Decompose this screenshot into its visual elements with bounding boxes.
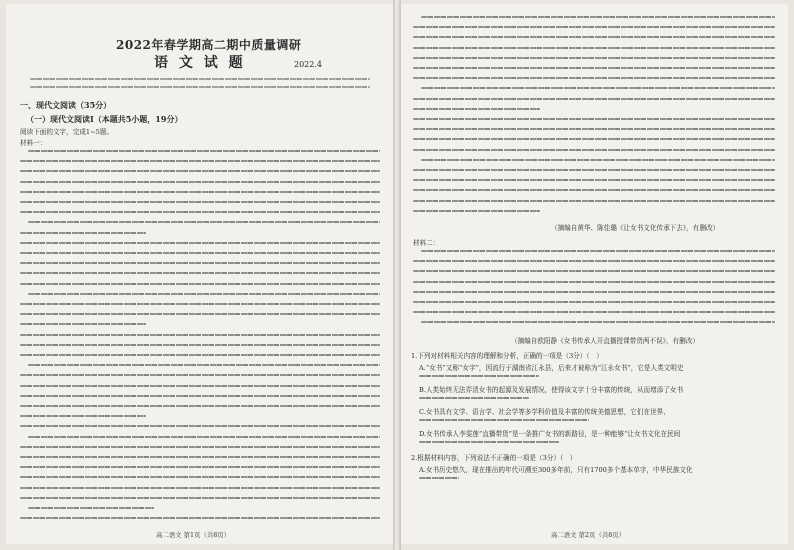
- text-line: [413, 108, 540, 110]
- text-line: [20, 313, 380, 315]
- exam-page-2: [401, 4, 788, 544]
- source-citation: （摘编自欧阳静《女书传承人开直播授课带货两不误》，有删改）: [511, 337, 699, 345]
- text-line: [20, 303, 380, 305]
- text-line: [421, 250, 775, 252]
- text-line: [413, 138, 775, 140]
- text-line: [20, 466, 380, 468]
- text-line: [20, 323, 146, 325]
- text-line: [28, 436, 380, 438]
- text-line: [28, 221, 380, 223]
- text-line: [20, 517, 380, 519]
- text-line: [28, 150, 380, 152]
- text-line: [413, 179, 775, 181]
- text-line: [28, 507, 154, 509]
- text-line: [20, 191, 380, 193]
- text-line: [20, 283, 380, 285]
- exam-title: 2022年春学期高二期中质量调研: [116, 38, 302, 52]
- text-line: [20, 232, 146, 234]
- section-heading: 一、现代文阅读（35分）: [20, 100, 112, 110]
- text-line: [413, 281, 775, 283]
- page-footer: 高二语文 第1页（共8页）: [156, 531, 231, 539]
- question-1-option-d-text: [419, 441, 559, 443]
- text-line: [421, 16, 775, 18]
- text-line: [20, 446, 380, 448]
- text-line: [421, 321, 775, 323]
- text-line: [413, 67, 775, 69]
- text-line: [20, 487, 380, 489]
- text-line: [20, 354, 380, 356]
- text-line: [413, 26, 775, 28]
- text-line: [413, 57, 775, 59]
- note-line: [30, 86, 370, 88]
- text-line: [20, 211, 380, 213]
- text-line: [28, 364, 380, 366]
- material-label: 材料二：: [413, 239, 440, 247]
- question-2: 2.根据材料内容，下列说法不正确的一项是（3分）（ ）: [411, 454, 577, 462]
- question-1: 1.下列对材料相关内容的理解和分析，正确的一项是（3分）（ ）: [411, 352, 603, 360]
- text-line: [413, 98, 775, 100]
- text-line: [413, 36, 775, 38]
- question-1-option-b: B.人类始终无法弄清女书的起源及发展情况，使得该文字十分丰富的传统，从而增添了女书: [419, 386, 684, 394]
- text-line: [20, 262, 380, 264]
- note-line: [30, 78, 370, 80]
- material-label: 材料一：: [20, 139, 47, 147]
- question-1-option-c-text: [419, 419, 589, 421]
- text-line: [20, 170, 380, 172]
- text-line: [20, 201, 380, 203]
- text-line: [413, 210, 540, 212]
- text-line: [20, 160, 380, 162]
- text-line: [413, 301, 775, 303]
- text-line: [413, 260, 775, 262]
- text-line: [20, 456, 380, 458]
- text-line: [20, 272, 380, 274]
- text-line: [413, 189, 775, 191]
- text-line: [20, 395, 380, 397]
- text-line: [421, 87, 775, 89]
- question-1-option-d: D.女书传承人李雯莲“直播带货”是一条推广女书的新路径，是一种能够“让女书文化在民间: [419, 430, 681, 438]
- text-line: [413, 47, 775, 49]
- text-line: [20, 252, 380, 254]
- question-2-option-a: A.女书历史悠久，现在推出的年代可溯至300多年前，只有1700多个基本单字，中华民族文化: [419, 466, 693, 474]
- text-line: [20, 334, 380, 336]
- text-line: [413, 291, 775, 293]
- text-line: [28, 293, 380, 295]
- subsection-heading: （一）现代文阅读Ⅰ（本题共5小题，19分）: [26, 114, 183, 124]
- text-line: [20, 497, 380, 499]
- text-line: [20, 374, 380, 376]
- question-1-option-a-text: [419, 375, 539, 377]
- exam-date: 2022.4: [294, 60, 322, 69]
- text-line: [20, 344, 380, 346]
- text-line: [413, 169, 775, 171]
- text-line: [20, 405, 380, 407]
- text-line: [20, 242, 380, 244]
- text-line: [20, 476, 380, 478]
- text-line: [413, 149, 775, 151]
- text-line: [413, 270, 775, 272]
- text-line: [413, 311, 775, 313]
- text-line: [413, 77, 775, 79]
- text-line: [20, 385, 380, 387]
- text-line: [413, 128, 775, 130]
- text-line: [413, 200, 775, 202]
- exam-subtitle: 语 文 试 题: [154, 55, 246, 71]
- text-line: [20, 181, 380, 183]
- page-footer: 高二语文 第2页（共8页）: [551, 531, 626, 539]
- reading-instruction: 阅读下面的文字，完成1~5题。: [20, 128, 114, 136]
- question-1-option-c: C.女书具有文学、语言学、社会学等多学科价值及丰富的传统美德思想，它们在世界、: [419, 408, 670, 416]
- text-line: [20, 425, 380, 427]
- question-1-option-a: A.“女书”又称“女字”，因流行于湖南省江永县，后来才被称为“江永女书”，它是人类文明史: [419, 364, 684, 372]
- source-citation: （摘编自黄华、陈佳璐《让女书文化传承下去》，有删改）: [551, 224, 720, 232]
- text-line: [20, 415, 146, 417]
- exam-page-1: [6, 4, 393, 544]
- text-line: [413, 118, 775, 120]
- question-1-option-b-text: [419, 397, 529, 399]
- text-line: [421, 159, 775, 161]
- question-2-option-a-text: [419, 477, 459, 479]
- page-gutter: [393, 0, 401, 550]
